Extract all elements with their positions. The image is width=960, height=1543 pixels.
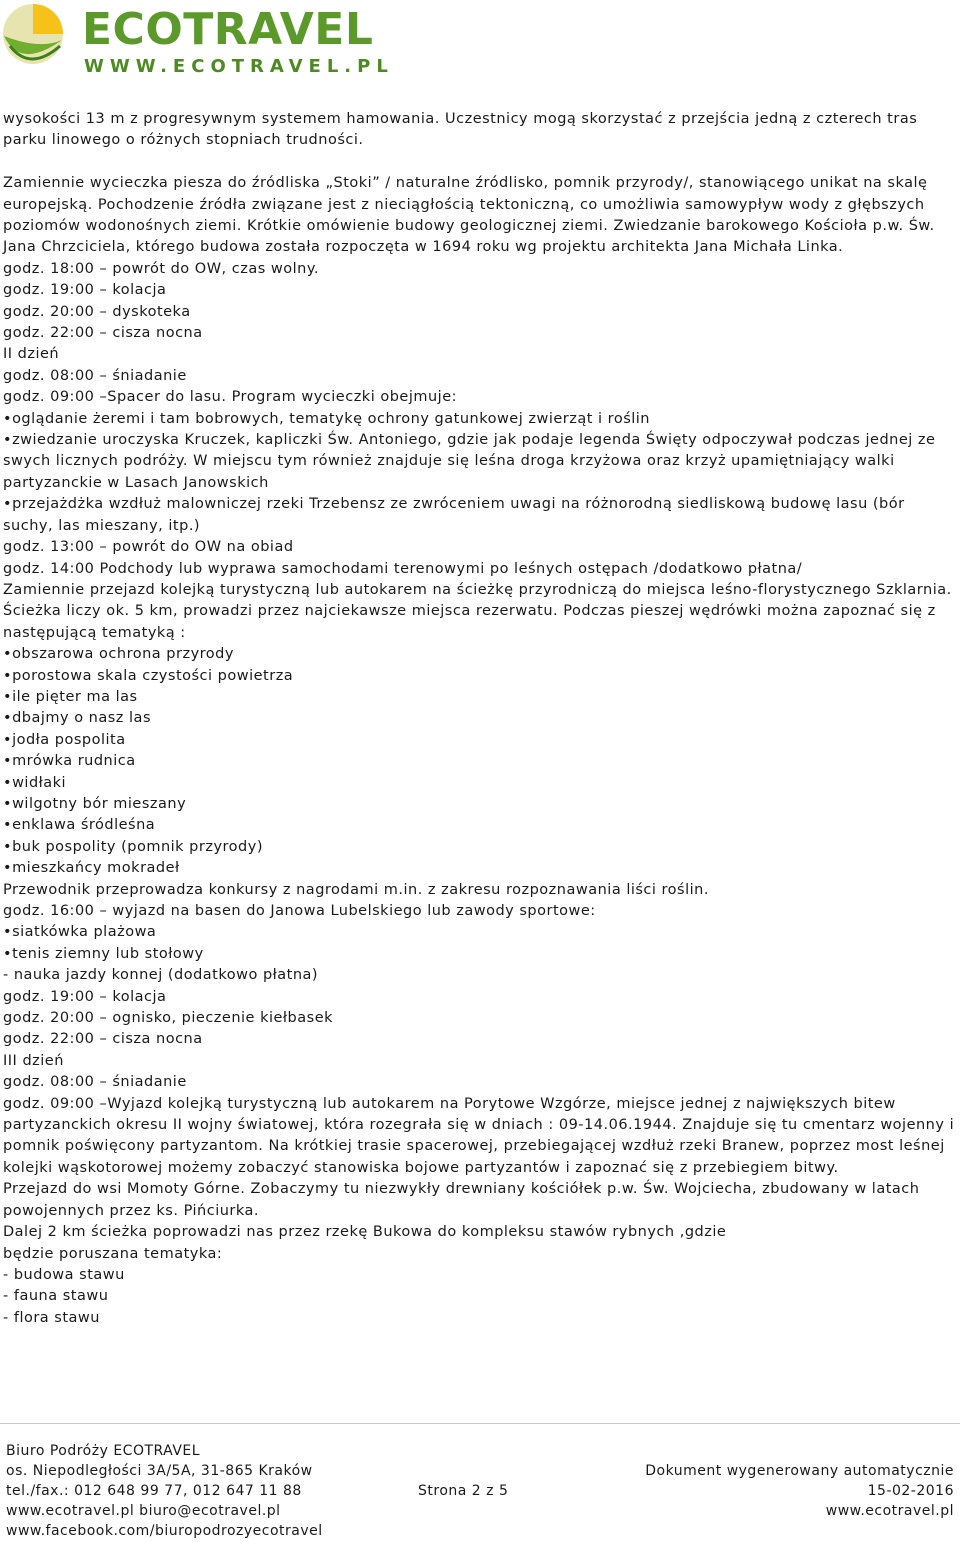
text-line: godz. 20:00 – dyskoteka (3, 303, 191, 320)
page-number: Strona 2 z 5 (418, 1483, 509, 1499)
text-line: godz. 08:00 – śniadanie (3, 367, 187, 384)
text-line: godz. 19:00 – kolacja (3, 282, 167, 299)
text-line: godz. 22:00 – cisza nocna (3, 1031, 203, 1048)
bullet-item: • zwiedzanie uroczyska Kruczek, kapliczki Św. Antoniego, gdzie jak podaje legenda Święty odpoczywał podczas jednej ze swych licznych podróży. W miejscu tym również znajduje się leśna droga krzyżowa oraz krzyż upamiętniający walki partyzanckie w Lasach Janowskich (3, 430, 957, 494)
paragraph: Przejazd do wsi Momoty Górne. Zobaczymy tu niezwykły drewniany kościółek p.w. Św. Wojciecha, zbudowany w latach powojennych przez ks. Pińciurka. (3, 1181, 920, 1219)
bullet-item: • enklawa śródleśna (3, 815, 957, 836)
document-date: 15-02-2016 (867, 1483, 954, 1499)
text-line: Przewodnik przeprowadza konkursy z nagrodami m.in. z zakresu rozpoznawania liści roślin. (3, 881, 709, 898)
paragraph: Zamiennie przejazd kolejką turystyczną lub autokarem na ścieżkę przyrodniczą do miejsca leśno-florystycznego Szklarnia. Ścieżka liczy ok. 5 km, prowadzi przez najciekawsze miejsca rezerwatu. Podczas pieszej wędrówki można zapoznać się z następującą tematyką : (3, 581, 952, 641)
text-line: godz. 20:00 – ognisko, pieczenie kiełbasek (3, 1010, 334, 1027)
generated-note: Dokument wygenerowany automatycznie (645, 1463, 954, 1479)
footer-divider (0, 1423, 960, 1424)
bullet-item: • ile pięter ma las (3, 687, 957, 708)
company-phone: tel./fax.: 012 648 99 77, 012 647 11 88 (6, 1483, 302, 1499)
company-web-email[interactable]: www.ecotravel.pl biuro@ecotravel.pl (6, 1503, 281, 1519)
facebook-link[interactable]: www.facebook.com/biuropodrozyecotravel (6, 1523, 323, 1539)
text-line: godz. 08:00 – śniadanie (3, 1074, 187, 1091)
bullet-item: • przejażdżka wzdłuż malowniczej rzeki Trzebensz ze zwróceniem uwagi na różnorodną siedliskową budowę lasu (bór suchy, las mieszany, itp.) (3, 494, 957, 537)
text-line: godz. 19:00 – kolacja (3, 988, 167, 1005)
paragraph: wysokości 13 m z progresywnym systemem hamowania. Uczestnicy mogą skorzystać z przejścia jedną z czterech tras parku linowego o różnych stopniach trudności. (3, 111, 918, 149)
svg-text:WWW.ECOTRAVEL.PL: WWW.ECOTRAVEL.PL (84, 56, 394, 77)
bullet-item: • porostowa skala czystości powietrza (3, 666, 957, 687)
paragraph: Zamiennie wycieczka piesza do źródliska „Stoki” / naturalne źródlisko, pomnik przyrody/, stanowiącego unikat na skalę europejską. Pochodzenie źródła związane jest z nieciągłością tektoniczną, co umożliwia samowypływ wody z głębszych poziomów wodonośnych ziemi. Krótkie omówienie budowy geologicznej ziemi. Zwiedzanie barokowego Kościoła p.w. Św. Jana Chrzciciela, którego budowa została rozpoczęta w 1694 roku wg projektu architekta Jana Michała Linka. (3, 175, 935, 256)
text-line: - budowa stawu (3, 1266, 125, 1283)
bullet-item: • buk pospolity (pomnik przyrody) (3, 837, 957, 858)
bullet-item: • obszarowa ochrona przyrody (3, 644, 957, 665)
text-line: godz. 16:00 – wyjazd na basen do Janowa Lubelskiego lub zawody sportowe: (3, 903, 596, 920)
text-line: - flora stawu (3, 1309, 100, 1326)
ecotravel-logo (0, 0, 470, 82)
bullet-item: • tenis ziemny lub stołowy (3, 944, 957, 965)
bullet-item: • mieszkańcy mokradeł (3, 858, 957, 879)
text-line: godz. 18:00 – powrót do OW, czas wolny. (3, 260, 319, 277)
bullet-item: • jodła pospolita (3, 730, 957, 751)
text-line: godz. 14:00 Podchody lub wyprawa samochodami terenowymi po leśnych ostępach /dodatkowo płatna/ (3, 560, 803, 577)
bullet-item: • oglądanie żeremi i tam bobrowych, tematykę ochrony gatunkowej zwierząt i roślin (3, 409, 957, 430)
text-line: godz. 13:00 – powrót do OW na obiad (3, 539, 294, 556)
company-address: os. Niepodległości 3A/5A, 31-865 Kraków (6, 1463, 313, 1479)
text-line: będzie poruszana tematyka: (3, 1245, 223, 1262)
company-name: Biuro Podróży ECOTRAVEL (6, 1443, 201, 1459)
sun-leaf-icon (3, 4, 63, 64)
footer (6, 1441, 954, 1541)
paragraph: godz. 09:00 –Wyjazd kolejką turystyczną lub autokarem na Porytowe Wzgórze, miejsce jednej z największych bitew partyzanckich okresu II wojny światowej, która rozegrała się w dniach : 09-14.06.1944. Znajduje się tu cmentarz wojenny i pomnik poświęcony partyzantom. Na krótkiej trasie spacerowej, przebiegającej wzdłuż rzeki Branew, poprzez most leśnej kolejki wąskotorowej możemy zobaczyć stanowiska bojowe partyzantów i zapoznać się z przebiegiem bitwy. (3, 1095, 955, 1176)
company-website-link[interactable]: www.ecotravel.pl (825, 1503, 954, 1519)
text-line: III dzień (3, 1052, 64, 1069)
bullet-item: • wilgotny bór mieszany (3, 794, 957, 815)
text-line: II dzień (3, 346, 60, 363)
document-body (3, 109, 957, 1329)
svg-text:ECOTRAVEL: ECOTRAVEL (82, 4, 374, 55)
bullet-item: • mrówka rudnica (3, 751, 957, 772)
text-line: - fauna stawu (3, 1288, 109, 1305)
text-line: godz. 09:00 –Spacer do lasu. Program wycieczki obejmuje: (3, 389, 458, 406)
text-line: - nauka jazdy konnej (dodatkowo płatna) (3, 967, 319, 984)
text-line: godz. 22:00 – cisza nocna (3, 325, 203, 342)
bullet-item: • siatkówka plażowa (3, 922, 957, 943)
bullet-item: • widłaki (3, 773, 957, 794)
bullet-item: • dbajmy o nasz las (3, 708, 957, 729)
text-line: Dalej 2 km ścieżka poprowadzi nas przez rzekę Bukowa do kompleksu stawów rybnych ,gdzie (3, 1224, 727, 1241)
